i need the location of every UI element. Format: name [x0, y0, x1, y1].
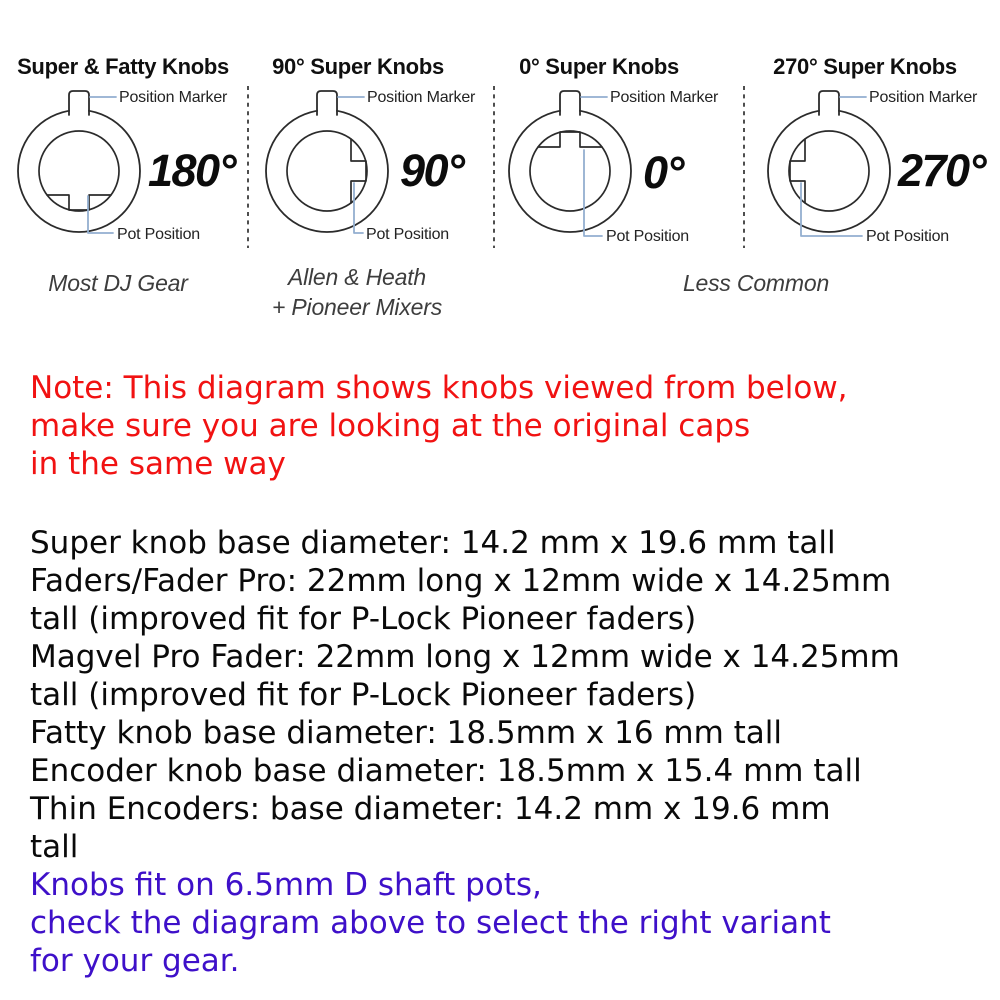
- knob-drawing-90: [266, 91, 388, 233]
- d-shaft-bore: [530, 131, 610, 211]
- spec-line: tall: [30, 829, 79, 865]
- note-blue-line: for your gear.: [30, 943, 240, 979]
- spec-line: Encoder knob base diameter: 18.5mm x 15.4 mm tall: [30, 753, 862, 789]
- position-marker-tab-mask: [70, 92, 88, 114]
- note-red-line: make sure you are looking at the original caps: [30, 408, 751, 444]
- knob-drawing-180: [18, 91, 140, 233]
- caption-most-dj-gear: Most DJ Gear: [48, 270, 188, 296]
- note-red-line: in the same way: [30, 446, 286, 482]
- spec-line: tall (improved fit for P-Lock Pioneer faders): [30, 601, 697, 637]
- spec-paragraph: [30, 524, 900, 866]
- note-blue-line: Knobs fit on 6.5mm D shaft pots,: [30, 867, 542, 903]
- pot-position-label-2: Pot Position: [366, 226, 449, 243]
- caption-less-common: Less Common: [682, 270, 830, 296]
- knob-title-270: 270° Super Knobs: [773, 54, 957, 79]
- knob-outer-circle: [18, 110, 140, 232]
- position-marker-label-3: Position Marker: [610, 89, 719, 106]
- d-shaft-bore: [39, 131, 119, 211]
- spec-line: Thin Encoders: base diameter: 14.2 mm x 19.6 mm: [30, 791, 831, 827]
- d-shaft-notch: [790, 139, 805, 203]
- knob-title-0: 0° Super Knobs: [519, 54, 679, 79]
- spec-line: tall (improved fit for P-Lock Pioneer faders): [30, 677, 697, 713]
- pot-position-label-4: Pot Position: [866, 228, 949, 245]
- knob-title-super-fatty: Super & Fatty Knobs: [17, 54, 229, 79]
- spec-line: Super knob base diameter: 14.2 mm x 19.6 mm tall: [30, 525, 836, 561]
- d-shaft-notch: [47, 195, 111, 210]
- spec-line: Fatty knob base diameter: 18.5mm x 16 mm tall: [30, 715, 783, 751]
- angle-value-270: 270°: [898, 145, 986, 196]
- pot-position-label-1: Pot Position: [117, 226, 200, 243]
- spec-line: Magvel Pro Fader: 22mm long x 12mm wide x 14.25mm: [30, 639, 900, 675]
- caption-allen-heath-line2: + Pioneer Mixers: [271, 294, 442, 320]
- position-marker-tab-mask: [561, 92, 579, 114]
- position-marker-tab-mask: [318, 92, 336, 114]
- knob-outer-circle: [266, 110, 388, 232]
- caption-allen-heath-pioneer: [237, 262, 477, 322]
- position-marker-label-2: Position Marker: [367, 89, 476, 106]
- note-blue-paragraph: [30, 866, 831, 980]
- d-shaft-bore: [287, 131, 367, 211]
- angle-value-180: 180°: [148, 145, 236, 196]
- note-red-line: Note: This diagram shows knobs viewed from below,: [30, 370, 848, 406]
- knob-inner-circle: [39, 131, 119, 211]
- note-red-paragraph: [30, 369, 848, 483]
- note-blue-line: check the diagram above to select the right variant: [30, 905, 831, 941]
- position-marker-label-1: Position Marker: [119, 89, 228, 106]
- knob-inner-circle: [530, 131, 610, 211]
- knob-title-90: 90° Super Knobs: [272, 54, 444, 79]
- knob-inner-circle: [287, 131, 367, 211]
- spec-line: Faders/Fader Pro: 22mm long x 12mm wide x 14.25mm: [30, 563, 892, 599]
- position-marker-label-4: Position Marker: [869, 89, 978, 106]
- knob-outer-circle: [509, 110, 631, 232]
- caption-allen-heath-line1: Allen & Heath: [287, 264, 427, 290]
- pot-position-label-3: Pot Position: [606, 228, 689, 245]
- d-shaft-notch: [538, 132, 602, 147]
- angle-value-90: 90°: [400, 145, 464, 196]
- position-marker-tab-mask: [820, 92, 838, 114]
- pot-position-leader-line: [584, 150, 602, 236]
- knob-outer-circle: [768, 110, 890, 232]
- knob-drawing-0: [509, 91, 631, 236]
- knob-drawing-270: [768, 91, 890, 236]
- angle-value-0: 0°: [643, 147, 684, 198]
